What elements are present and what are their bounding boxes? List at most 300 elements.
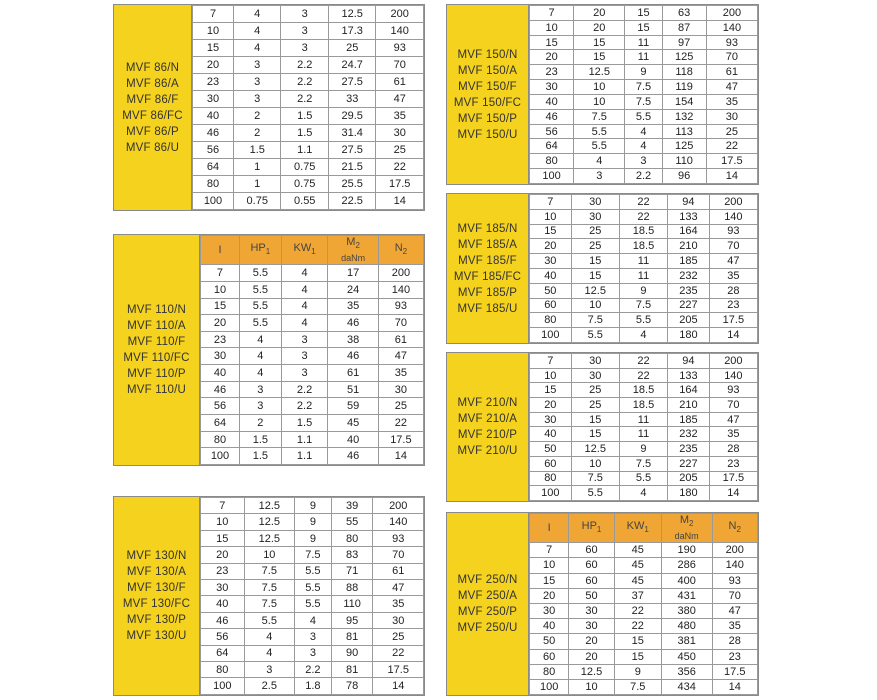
table-cell: 227 <box>668 298 710 313</box>
table-cell: 15 <box>574 35 625 50</box>
table-cell: 140 <box>373 514 424 530</box>
table-cell: 7 <box>530 354 572 369</box>
model-name: MVF 185/F <box>458 254 517 267</box>
table-cell: 3 <box>281 23 328 40</box>
table-cell: 14 <box>376 193 424 210</box>
table-cell: 7.5 <box>571 471 619 486</box>
table-cell: 200 <box>709 354 757 369</box>
table-cell: 2.5 <box>244 678 294 695</box>
model-name: MVF 250/U <box>457 622 518 634</box>
table-cell: 24 <box>328 281 378 298</box>
table-cell: 22 <box>619 195 667 210</box>
table-cell: 14 <box>706 169 757 184</box>
table-cell: 11 <box>619 254 667 269</box>
table-cell: 20 <box>193 57 234 74</box>
table-cell: 15 <box>614 649 661 664</box>
table-cell: 45 <box>614 558 661 573</box>
table-cell: 25 <box>571 239 619 254</box>
table-cell: 47 <box>378 348 423 365</box>
table-cell: 110 <box>662 154 706 169</box>
table-cell: 46 <box>328 348 378 365</box>
table-cell: 100 <box>193 193 234 210</box>
table-cell: 93 <box>706 35 757 50</box>
table-row <box>530 50 758 65</box>
table-cell: 5.5 <box>239 265 281 282</box>
table-cell: 93 <box>373 530 424 546</box>
table-cell: 24.7 <box>328 57 375 74</box>
table-row <box>201 662 424 678</box>
table-cell: 14 <box>712 679 758 694</box>
table-cell: 35 <box>709 268 757 283</box>
table-cell: 15 <box>574 50 625 65</box>
table-row <box>193 159 424 176</box>
table-cell: 180 <box>668 486 710 501</box>
header-text: KW <box>626 520 645 532</box>
table-block-mvf185 <box>446 193 759 344</box>
table-cell: 50 <box>530 442 572 457</box>
table-cell: 10 <box>193 23 234 40</box>
table-row <box>201 431 424 448</box>
table-cell: 15 <box>193 40 234 57</box>
table-row <box>530 679 758 694</box>
header-text: M <box>346 236 356 248</box>
table-cell: 100 <box>530 486 572 501</box>
table-row <box>530 398 758 413</box>
table-cell: 96 <box>662 169 706 184</box>
table-cell: 1 <box>234 176 281 193</box>
table-cell: 10 <box>530 368 572 383</box>
table-cell: 47 <box>706 80 757 95</box>
header-text: N <box>728 520 737 532</box>
table-cell: 4 <box>574 154 625 169</box>
column-header <box>614 514 661 543</box>
model-label-panel <box>447 513 529 695</box>
table-cell: 30 <box>571 368 619 383</box>
header-row <box>530 514 758 543</box>
table-row <box>530 268 758 283</box>
table-cell: 22 <box>619 354 667 369</box>
table-row <box>530 543 758 558</box>
table-cell: 18.5 <box>619 398 667 413</box>
table-cell: 15 <box>530 573 569 588</box>
table-cell: 55 <box>331 514 373 530</box>
table-row <box>201 596 424 612</box>
table-row <box>530 65 758 80</box>
table-cell: 80 <box>530 154 574 169</box>
table-cell: 4 <box>281 281 328 298</box>
table-cell: 25 <box>571 224 619 239</box>
table-cell: 100 <box>530 679 569 694</box>
table-cell: 3 <box>281 40 328 57</box>
table-row <box>193 57 424 74</box>
table-cell: 4 <box>234 23 281 40</box>
table-cell: 78 <box>331 678 373 695</box>
header-text: M <box>679 514 689 526</box>
table-cell: 9 <box>619 442 667 457</box>
table-cell: 1.8 <box>295 678 332 695</box>
column-header <box>281 236 328 265</box>
table-cell: 51 <box>328 381 378 398</box>
table-cell: 25 <box>571 398 619 413</box>
table-cell: 10 <box>244 547 294 563</box>
table-row <box>193 91 424 108</box>
table-cell: 4 <box>281 265 328 282</box>
table-cell: 10 <box>574 80 625 95</box>
table-row <box>530 456 758 471</box>
table-cell: 30 <box>378 381 423 398</box>
table-cell: 4 <box>234 40 281 57</box>
table-cell: 140 <box>706 20 757 35</box>
table-cell: 10 <box>201 281 240 298</box>
table-cell: 7.5 <box>625 80 662 95</box>
table-cell: 63 <box>662 6 706 21</box>
table-cell: 200 <box>373 498 424 514</box>
model-label-panel <box>114 497 200 695</box>
table-row <box>193 23 424 40</box>
table-cell: 93 <box>376 40 424 57</box>
table-cell: 60 <box>530 649 569 664</box>
table-cell: 88 <box>331 580 373 596</box>
table-cell: 3 <box>574 169 625 184</box>
table-row <box>201 629 424 645</box>
table-cell: 90 <box>331 645 373 661</box>
table-cell: 35 <box>376 108 424 125</box>
table-cell: 59 <box>328 398 378 415</box>
table-cell: 46 <box>193 125 234 142</box>
table-cell: 64 <box>201 645 245 661</box>
column-header <box>530 514 569 543</box>
table-cell: 40 <box>201 596 245 612</box>
model-name: MVF 150/FC <box>453 96 522 109</box>
table-cell: 125 <box>662 50 706 65</box>
table-cell: 1.5 <box>234 142 281 159</box>
table-row <box>201 365 424 382</box>
table-cell: 17.5 <box>706 154 757 169</box>
table-row <box>530 558 758 573</box>
spec-table <box>529 513 758 695</box>
table-row <box>530 354 758 369</box>
table-cell: 3 <box>239 398 281 415</box>
table-cell: 15 <box>530 224 572 239</box>
table-cell: 18.5 <box>619 224 667 239</box>
model-name: MVF 86/FC <box>122 109 183 122</box>
table-cell: 140 <box>378 281 423 298</box>
table-cell: 450 <box>661 649 712 664</box>
table-cell: 28 <box>712 634 758 649</box>
table-cell: 2.2 <box>625 169 662 184</box>
table-cell: 20 <box>530 50 574 65</box>
table-cell: 14 <box>373 678 424 695</box>
table-cell: 35 <box>373 596 424 612</box>
table-cell: 119 <box>662 80 706 95</box>
table-cell: 23 <box>712 649 758 664</box>
model-name: MVF 86/N <box>125 61 180 74</box>
table-cell: 50 <box>530 283 572 298</box>
table-cell: 0.75 <box>281 159 328 176</box>
header-subscript: 1 <box>265 247 271 257</box>
table-row <box>201 563 424 579</box>
table-cell: 3 <box>625 154 662 169</box>
table-cell: 15 <box>530 383 572 398</box>
table-cell: 286 <box>661 558 712 573</box>
table-cell: 21.5 <box>328 159 375 176</box>
header-text: I <box>547 522 551 535</box>
model-name: MVF 150/F <box>458 80 517 93</box>
table-cell: 30 <box>376 125 424 142</box>
table-block-mvf110 <box>113 234 425 466</box>
table-block-mvf150 <box>446 4 759 185</box>
table-cell: 46 <box>201 381 240 398</box>
model-name: MVF 250/A <box>457 590 518 602</box>
table-cell: 7.5 <box>244 563 294 579</box>
table-cell: 7 <box>201 498 245 514</box>
table-cell: 205 <box>668 471 710 486</box>
table-cell: 7 <box>201 265 240 282</box>
table-cell: 40 <box>530 619 569 634</box>
table-row <box>193 74 424 91</box>
table-cell: 10 <box>201 514 245 530</box>
table-cell: 205 <box>668 313 710 328</box>
table-cell: 12.5 <box>244 498 294 514</box>
table-cell: 480 <box>661 619 712 634</box>
table-row <box>530 6 758 21</box>
model-label-panel <box>114 235 200 465</box>
table-cell: 27.5 <box>328 74 375 91</box>
header-text: KW <box>293 242 312 254</box>
model-name: MVF 130/N <box>126 550 187 562</box>
header-subscript: 2 <box>402 247 408 257</box>
table-cell: 5.5 <box>239 298 281 315</box>
table-cell: 7 <box>530 6 574 21</box>
table-row <box>201 415 424 432</box>
table-cell: 30 <box>193 91 234 108</box>
table-cell: 35 <box>328 298 378 315</box>
table-cell: 15 <box>571 427 619 442</box>
header-subscript: 1 <box>644 525 649 535</box>
table-cell: 210 <box>668 239 710 254</box>
table-cell: 29.5 <box>328 108 375 125</box>
table-cell: 11 <box>625 35 662 50</box>
table-cell: 15 <box>201 530 245 546</box>
table-cell: 35 <box>706 94 757 109</box>
table-cell: 60 <box>569 573 614 588</box>
table-cell: 1.5 <box>281 415 328 432</box>
header-unit: daNm <box>341 253 366 264</box>
table-cell: 40 <box>530 427 572 442</box>
table-cell: 232 <box>668 268 710 283</box>
table-cell: 93 <box>712 573 758 588</box>
table-cell: 56 <box>201 398 240 415</box>
table-cell: 381 <box>661 634 712 649</box>
table-cell: 200 <box>712 543 758 558</box>
table-cell: 20 <box>201 547 245 563</box>
spec-table <box>200 497 424 695</box>
table-cell: 2.2 <box>295 662 332 678</box>
table-cell: 60 <box>569 558 614 573</box>
model-name: MVF 150/N <box>457 48 518 61</box>
table-cell: 7 <box>193 6 234 23</box>
table-cell: 37 <box>614 588 661 603</box>
table-cell: 30 <box>530 412 572 427</box>
table-row <box>530 634 758 649</box>
table-cell: 10 <box>530 558 569 573</box>
table-cell: 40 <box>201 365 240 382</box>
table-row <box>530 412 758 427</box>
table-cell: 60 <box>569 543 614 558</box>
table-cell: 4 <box>619 328 667 343</box>
table-cell: 93 <box>709 383 757 398</box>
table-cell: 9 <box>625 65 662 80</box>
table-cell: 25 <box>373 629 424 645</box>
table-row <box>530 195 758 210</box>
table-cell: 5.5 <box>571 328 619 343</box>
table-row <box>530 313 758 328</box>
spec-table <box>529 353 758 501</box>
table-cell: 3 <box>281 6 328 23</box>
table-row <box>201 498 424 514</box>
table-row <box>530 169 758 184</box>
table-cell: 2 <box>234 125 281 142</box>
table-row <box>530 368 758 383</box>
table-cell: 40 <box>530 94 574 109</box>
table-cell: 61 <box>706 65 757 80</box>
model-name: MVF 130/FC <box>122 598 191 610</box>
table-row <box>530 254 758 269</box>
table-cell: 12.5 <box>574 65 625 80</box>
table-cell: 14 <box>709 486 757 501</box>
column-header <box>378 236 423 265</box>
table-cell: 30 <box>201 348 240 365</box>
table-cell: 11 <box>619 268 667 283</box>
table-cell: 22 <box>619 368 667 383</box>
table-cell: 5.5 <box>619 313 667 328</box>
model-name: MVF 86/A <box>126 77 179 90</box>
column-header <box>661 514 712 543</box>
table-row <box>201 331 424 348</box>
table-cell: 9 <box>295 498 332 514</box>
table-cell: 56 <box>201 629 245 645</box>
table-cell: 28 <box>709 283 757 298</box>
table-cell: 80 <box>193 176 234 193</box>
table-cell: 7.5 <box>614 679 661 694</box>
table-row <box>201 265 424 282</box>
table-cell: 47 <box>709 412 757 427</box>
spec-table <box>529 5 758 184</box>
table-row <box>530 573 758 588</box>
table-row <box>201 514 424 530</box>
table-row <box>201 612 424 628</box>
table-cell: 20 <box>574 6 625 21</box>
table-cell: 27.5 <box>328 142 375 159</box>
table-cell: 83 <box>331 547 373 563</box>
model-label-panel <box>447 194 529 343</box>
table-cell: 20 <box>569 634 614 649</box>
table-cell: 35 <box>712 619 758 634</box>
table-row <box>530 139 758 154</box>
table-cell: 17.5 <box>373 662 424 678</box>
table-cell: 1.5 <box>281 108 328 125</box>
table-cell: 61 <box>378 331 423 348</box>
table-cell: 3 <box>234 91 281 108</box>
table-cell: 14 <box>378 448 423 465</box>
table-cell: 2.2 <box>281 91 328 108</box>
table-cell: 140 <box>712 558 758 573</box>
table-cell: 28 <box>709 442 757 457</box>
table-cell: 400 <box>661 573 712 588</box>
table-cell: 22 <box>614 619 661 634</box>
table-cell: 45 <box>328 415 378 432</box>
table-row <box>530 486 758 501</box>
table-cell: 7.5 <box>571 313 619 328</box>
table-cell: 46 <box>328 448 378 465</box>
table-cell: 30 <box>569 603 614 618</box>
table-cell: 25 <box>376 142 424 159</box>
model-name: MVF 210/P <box>457 429 518 441</box>
table-cell: 30 <box>530 80 574 95</box>
table-cell: 97 <box>662 35 706 50</box>
table-cell: 22 <box>378 415 423 432</box>
table-cell: 45 <box>614 573 661 588</box>
model-name: MVF 150/A <box>457 64 518 77</box>
table-cell: 4 <box>239 348 281 365</box>
column-header <box>569 514 614 543</box>
table-cell: 1.5 <box>281 125 328 142</box>
header-text: N <box>394 242 403 254</box>
table-cell: 80 <box>530 664 569 679</box>
table-cell: 22 <box>614 603 661 618</box>
model-name: MVF 250/P <box>457 606 518 618</box>
table-cell: 33 <box>328 91 375 108</box>
table-row <box>530 649 758 664</box>
table-cell: 95 <box>331 612 373 628</box>
table-cell: 17.5 <box>712 664 758 679</box>
table-cell: 71 <box>331 563 373 579</box>
table-cell: 1.5 <box>239 448 281 465</box>
table-cell: 17.5 <box>378 431 423 448</box>
table-row <box>201 530 424 546</box>
table-row <box>201 315 424 332</box>
table-cell: 70 <box>378 315 423 332</box>
table-cell: 17.3 <box>328 23 375 40</box>
table-cell: 47 <box>376 91 424 108</box>
table-cell: 2 <box>239 415 281 432</box>
table-row <box>530 20 758 35</box>
table-cell: 15 <box>571 254 619 269</box>
table-cell: 23 <box>709 456 757 471</box>
table-cell: 100 <box>201 678 245 695</box>
model-name: MVF 185/U <box>457 302 518 315</box>
table-cell: 200 <box>709 195 757 210</box>
table-cell: 40 <box>193 108 234 125</box>
table-cell: 125 <box>662 139 706 154</box>
table-cell: 434 <box>661 679 712 694</box>
table-cell: 70 <box>706 50 757 65</box>
table-cell: 1 <box>234 159 281 176</box>
table-cell: 40 <box>328 431 378 448</box>
table-cell: 132 <box>662 109 706 124</box>
table-row <box>530 298 758 313</box>
model-name: MVF 110/A <box>127 320 186 332</box>
table-cell: 3 <box>281 365 328 382</box>
table-cell: 7.5 <box>619 456 667 471</box>
table-cell: 4 <box>234 6 281 23</box>
table-row <box>530 80 758 95</box>
table-cell: 2 <box>234 108 281 125</box>
table-row <box>193 6 424 23</box>
table-cell: 30 <box>373 612 424 628</box>
model-name: MVF 130/F <box>127 582 186 594</box>
table-cell: 70 <box>709 398 757 413</box>
